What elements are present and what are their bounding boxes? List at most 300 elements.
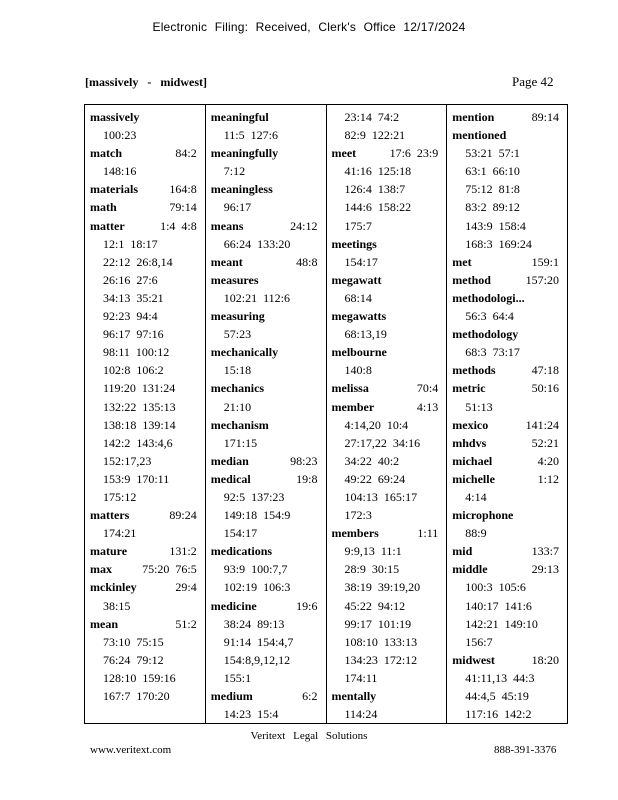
index-reference: 34:13 35:21 <box>103 290 164 305</box>
index-reference: 148:16 <box>103 164 137 179</box>
index-line <box>447 542 567 560</box>
index-reference: 99:17 101:19 <box>344 616 412 631</box>
index-reference: 9:9,13 11:1 <box>344 544 402 559</box>
index-reference: 17:6 23:9 <box>389 146 439 161</box>
index-reference: 119:20 131:24 <box>103 381 176 396</box>
index-line <box>206 108 326 126</box>
index-line <box>327 289 447 307</box>
index-line <box>327 470 447 488</box>
index-term: method <box>452 272 491 287</box>
index-line <box>206 235 326 253</box>
index-reference: 138:18 139:14 <box>103 417 176 432</box>
index-reference: 7:12 <box>223 164 246 179</box>
index-reference: 27:17,22 34:16 <box>344 435 421 450</box>
index-reference: 100:23 <box>103 128 137 143</box>
index-reference: 38:19 39:19,20 <box>344 580 421 595</box>
index-term: methods <box>452 363 496 378</box>
index-reference: 143:9 158:4 <box>465 218 526 233</box>
index-term: medical <box>210 471 251 486</box>
index-line <box>327 560 447 578</box>
index-line <box>327 307 447 325</box>
index-reference: 102:21 112:6 <box>223 290 290 305</box>
index-term: meant <box>210 254 243 269</box>
index-reference: 84:2 <box>175 146 197 161</box>
index-column <box>327 105 448 723</box>
index-term: max <box>90 562 112 577</box>
index-line <box>85 560 205 578</box>
index-line <box>327 633 447 651</box>
index-line <box>85 578 205 596</box>
index-line <box>327 343 447 361</box>
index-term: mid <box>452 544 473 559</box>
index-line <box>447 379 567 397</box>
index-column <box>447 105 567 723</box>
index-line <box>447 343 567 361</box>
index-term: means <box>210 218 244 233</box>
index-line <box>327 542 447 560</box>
index-range: [massively - midwest] <box>85 75 207 89</box>
index-line <box>206 198 326 216</box>
index-line <box>206 144 326 162</box>
index-reference: 156:7 <box>465 634 493 649</box>
index-reference: 15:18 <box>223 363 252 378</box>
index-reference: 68:14 <box>344 290 372 305</box>
page-number: Page 42 <box>512 74 554 89</box>
index-term: met <box>452 254 472 269</box>
index-reference: 98:23 <box>290 453 318 468</box>
index-line <box>447 633 567 651</box>
index-reference: 23:14 74:2 <box>344 110 400 124</box>
index-line <box>327 235 447 253</box>
index-line <box>206 705 326 723</box>
index-reference: 63:1 66:10 <box>465 164 520 179</box>
index-reference: 159:1 <box>531 254 559 269</box>
index-line <box>447 307 567 325</box>
index-line <box>327 398 447 416</box>
index-term: megawatts <box>331 309 387 324</box>
index-line <box>447 198 567 216</box>
index-term: mhdvs <box>452 435 487 450</box>
index-term: mentioned <box>452 128 507 143</box>
index-line <box>206 126 326 144</box>
index-line <box>327 162 447 180</box>
index-column <box>206 105 327 723</box>
index-term: meaningless <box>210 182 273 197</box>
index-reference: 4:14 <box>465 489 487 504</box>
index-reference: 79:14 <box>169 200 197 215</box>
index-reference: 22:12 26:8,14 <box>103 254 173 269</box>
index-reference: 128:10 159:16 <box>103 670 176 685</box>
index-line <box>85 235 205 253</box>
index-line <box>85 687 205 705</box>
index-line <box>327 597 447 615</box>
index-term: member <box>331 399 375 414</box>
index-line <box>85 633 205 651</box>
index-reference: 174:11 <box>344 670 378 685</box>
index-line <box>447 488 567 506</box>
index-line <box>327 126 447 144</box>
index-reference: 45:22 94:12 <box>344 598 406 613</box>
index-line <box>85 325 205 343</box>
index-line <box>327 180 447 198</box>
index-line <box>85 271 205 289</box>
index-line <box>327 325 447 343</box>
index-line <box>206 687 326 705</box>
index-line <box>85 289 205 307</box>
index-line <box>327 271 447 289</box>
index-reference: 134:23 172:12 <box>344 652 418 667</box>
index-reference: 51:13 <box>465 399 493 414</box>
index-reference: 4:20 <box>537 453 559 468</box>
index-term: medium <box>210 689 253 703</box>
index-term: measures <box>210 272 259 287</box>
index-reference: 34:22 40:2 <box>344 453 400 468</box>
index-line <box>327 434 447 452</box>
index-line <box>447 687 567 705</box>
index-reference: 44:4,5 45:19 <box>465 689 529 703</box>
index-reference: 28:9 30:15 <box>344 562 400 577</box>
index-line <box>447 162 567 180</box>
footer-company: Veritext Legal Solutions <box>250 730 368 742</box>
index-line <box>85 597 205 615</box>
index-line <box>85 361 205 379</box>
index-term: medicine <box>210 598 257 613</box>
index-reference: 29:13 <box>531 562 559 577</box>
index-reference: 57:23 <box>223 327 252 342</box>
index-line <box>206 180 326 198</box>
index-line <box>85 416 205 434</box>
index-reference: 4:14,20 10:4 <box>344 417 409 432</box>
index-line <box>206 325 326 343</box>
index-term: meet <box>331 146 357 161</box>
index-reference: 88:9 <box>465 526 487 541</box>
index-line <box>206 615 326 633</box>
index-reference: 168:3 169:24 <box>465 236 532 251</box>
index-line <box>206 361 326 379</box>
index-term: mentally <box>331 689 377 703</box>
index-reference: 48:8 <box>296 254 318 269</box>
index-reference: 131:2 <box>169 544 197 559</box>
index-reference: 68:3 73:17 <box>465 345 520 360</box>
index-line <box>85 434 205 452</box>
index-reference: 14:23 15:4 <box>223 707 279 722</box>
index-term: meaningfully <box>210 146 279 161</box>
index-term: mechanically <box>210 345 279 360</box>
index-line <box>85 108 205 126</box>
index-reference: 26:16 27:6 <box>103 272 158 287</box>
index-reference: 114:24 <box>344 707 378 722</box>
index-line <box>85 452 205 470</box>
index-line <box>327 687 447 705</box>
index-term: matter <box>90 218 125 233</box>
index-term: matters <box>90 508 130 523</box>
index-line <box>447 524 567 542</box>
index-reference: 92:5 137:23 <box>223 489 285 504</box>
index-reference: 51:2 <box>175 616 197 631</box>
index-reference: 98:11 100:12 <box>103 345 170 360</box>
index-reference: 96:17 97:16 <box>103 327 164 342</box>
index-line <box>447 235 567 253</box>
index-term: mckinley <box>90 580 137 595</box>
index-line <box>85 379 205 397</box>
index-line <box>85 488 205 506</box>
index-reference: 175:12 <box>103 489 137 504</box>
index-reference: 38:24 89:13 <box>223 616 285 631</box>
index-line <box>447 108 567 126</box>
index-term: mean <box>90 616 118 631</box>
index-reference: 92:23 94:4 <box>103 309 158 324</box>
index-reference: 117:16 142:2 <box>465 707 532 722</box>
index-reference: 89:24 <box>169 508 197 523</box>
index-term: michelle <box>452 471 495 486</box>
index-term: mexico <box>452 417 489 432</box>
index-reference: 132:22 135:13 <box>103 399 176 414</box>
index-line <box>327 669 447 687</box>
index-reference: 155:1 <box>223 670 252 685</box>
index-reference: 172:3 <box>344 508 372 523</box>
index-line <box>85 524 205 542</box>
index-term: melbourne <box>331 345 387 360</box>
index-reference: 68:13,19 <box>344 327 387 342</box>
index-line <box>447 253 567 271</box>
index-reference: 83:2 89:12 <box>465 200 520 215</box>
index-line <box>327 217 447 235</box>
index-term: megawatt <box>331 272 382 287</box>
index-reference: 133:7 <box>531 544 559 559</box>
index-line <box>447 506 567 524</box>
index-reference: 19:8 <box>296 471 318 486</box>
index-reference: 82:9 122:21 <box>344 128 406 143</box>
filing-stamp: Electronic Filing: Received, Clerk's Office 12/17/2024 <box>152 20 466 34</box>
index-line <box>327 615 447 633</box>
index-term: measuring <box>210 309 265 324</box>
index-reference: 73:10 75:15 <box>103 634 164 649</box>
index-reference: 66:24 133:20 <box>223 236 291 251</box>
index-line <box>447 615 567 633</box>
index-line <box>447 705 567 723</box>
index-reference: 144:6 158:22 <box>344 200 412 215</box>
index-line <box>447 398 567 416</box>
index-line <box>85 542 205 560</box>
index-term: math <box>90 200 117 215</box>
index-reference: 91:14 154:4,7 <box>223 634 294 649</box>
index-line <box>447 416 567 434</box>
index-line <box>447 289 567 307</box>
index-reference: 140:17 141:6 <box>465 598 532 613</box>
index-line <box>85 669 205 687</box>
index-line <box>85 162 205 180</box>
index-reference: 75:20 76:5 <box>142 562 197 577</box>
index-line <box>85 506 205 524</box>
index-reference: 1:4 4:8 <box>160 218 197 233</box>
index-line <box>206 651 326 669</box>
index-term: meetings <box>331 236 377 251</box>
index-line <box>85 217 205 235</box>
index-line <box>327 144 447 162</box>
index-line <box>85 253 205 271</box>
footer-website: www.veritext.com <box>90 744 172 756</box>
index-line <box>206 633 326 651</box>
index-reference: 76:24 79:12 <box>103 652 164 667</box>
index-term: meaningful <box>210 110 269 124</box>
index-reference: 12:1 18:17 <box>103 236 158 251</box>
index-line <box>206 452 326 470</box>
index-line <box>327 198 447 216</box>
index-term: materials <box>90 182 138 197</box>
index-line <box>85 198 205 216</box>
index-reference: 157:20 <box>525 272 559 287</box>
index-line <box>206 253 326 271</box>
index-line <box>447 144 567 162</box>
index-reference: 126:4 138:7 <box>344 182 406 197</box>
index-term: mechanism <box>210 417 269 432</box>
index-line <box>206 289 326 307</box>
index-reference: 1:11 <box>417 526 439 541</box>
index-term: match <box>90 146 122 161</box>
index-line <box>447 325 567 343</box>
index-line <box>447 669 567 687</box>
index-line <box>327 705 447 723</box>
index-line <box>447 180 567 198</box>
word-index-table <box>84 104 568 724</box>
index-line <box>447 271 567 289</box>
index-line <box>327 524 447 542</box>
index-line <box>447 560 567 578</box>
index-line <box>327 651 447 669</box>
index-reference: 75:12 81:8 <box>465 182 520 197</box>
index-term: medications <box>210 544 273 559</box>
index-reference: 154:8,9,12,12 <box>223 652 291 667</box>
index-reference: 142:21 149:10 <box>465 616 538 631</box>
index-reference: 70:4 <box>416 381 439 396</box>
index-term: metric <box>452 381 486 396</box>
index-term: median <box>210 453 249 468</box>
index-reference: 175:7 <box>344 218 372 233</box>
index-term: middle <box>452 562 488 577</box>
index-reference: 52:21 <box>531 435 559 450</box>
index-reference: 104:13 165:17 <box>344 489 418 504</box>
index-line <box>85 343 205 361</box>
index-reference: 108:10 133:13 <box>344 634 418 649</box>
index-line <box>327 253 447 271</box>
index-reference: 171:15 <box>223 435 258 450</box>
index-line <box>327 452 447 470</box>
index-reference: 174:21 <box>103 526 137 541</box>
index-term: mention <box>452 110 495 124</box>
footer-phone: 888-391-3376 <box>494 744 557 756</box>
index-reference: 21:10 <box>223 399 252 414</box>
index-term: microphone <box>452 508 514 523</box>
index-line <box>206 470 326 488</box>
index-reference: 41:11,13 44:3 <box>465 670 535 685</box>
index-term: methodologi... <box>452 290 525 305</box>
index-reference: 153:9 170:11 <box>103 471 170 486</box>
index-line <box>206 488 326 506</box>
index-line <box>447 470 567 488</box>
index-reference: 50:16 <box>531 381 559 396</box>
index-reference: 100:3 105:6 <box>465 580 526 595</box>
index-reference: 142:2 143:4,6 <box>103 435 173 450</box>
index-column <box>85 105 206 723</box>
index-reference: 6:2 <box>302 689 318 703</box>
index-reference: 164:8 <box>169 182 197 197</box>
index-line <box>206 524 326 542</box>
index-reference: 1:12 <box>537 471 559 486</box>
index-reference: 96:17 <box>223 200 252 215</box>
index-line <box>327 361 447 379</box>
index-line <box>85 126 205 144</box>
index-term: methodology <box>452 327 519 342</box>
index-reference: 102:8 106:2 <box>103 363 164 378</box>
index-line <box>447 578 567 596</box>
index-line <box>206 597 326 615</box>
index-line <box>85 398 205 416</box>
index-line <box>447 434 567 452</box>
index-line <box>85 307 205 325</box>
index-reference: 149:18 154:9 <box>223 508 291 523</box>
index-reference: 29:4 <box>175 580 197 595</box>
index-line <box>85 651 205 669</box>
index-reference: 11:5 127:6 <box>223 128 278 143</box>
index-line <box>327 416 447 434</box>
index-line <box>206 560 326 578</box>
index-term: mature <box>90 544 128 559</box>
index-line <box>206 416 326 434</box>
index-line <box>206 271 326 289</box>
index-reference: 140:8 <box>344 363 372 378</box>
index-line <box>206 379 326 397</box>
index-reference: 93:9 100:7,7 <box>223 562 288 577</box>
index-line <box>206 217 326 235</box>
index-reference: 141:24 <box>525 417 559 432</box>
index-line <box>85 144 205 162</box>
index-reference: 89:14 <box>531 110 559 124</box>
index-line <box>206 307 326 325</box>
index-term: midwest <box>452 652 495 667</box>
index-line <box>327 506 447 524</box>
index-line <box>327 488 447 506</box>
index-term: mechanics <box>210 381 265 396</box>
index-reference: 49:22 69:24 <box>344 471 406 486</box>
index-line <box>85 180 205 198</box>
index-reference: 152:17,23 <box>103 453 152 468</box>
index-term: members <box>331 526 379 541</box>
index-reference: 4:13 <box>416 399 439 414</box>
index-line <box>206 669 326 687</box>
index-term: melissa <box>331 381 369 396</box>
index-line <box>447 651 567 669</box>
index-reference: 56:3 64:4 <box>465 309 514 324</box>
index-line <box>447 597 567 615</box>
index-term: massively <box>90 110 140 124</box>
index-line <box>447 452 567 470</box>
index-reference: 154:17 <box>223 526 258 541</box>
index-line <box>327 578 447 596</box>
index-line <box>206 506 326 524</box>
index-reference: 38:15 <box>103 598 131 613</box>
index-line <box>327 108 447 126</box>
index-reference: 19:6 <box>296 598 318 613</box>
index-reference: 167:7 170:20 <box>103 689 170 703</box>
index-line <box>206 578 326 596</box>
index-reference: 53:21 57:1 <box>465 146 520 161</box>
index-line <box>206 434 326 452</box>
index-line <box>85 470 205 488</box>
index-line <box>206 343 326 361</box>
index-line <box>447 361 567 379</box>
index-line <box>327 379 447 397</box>
index-line <box>85 615 205 633</box>
